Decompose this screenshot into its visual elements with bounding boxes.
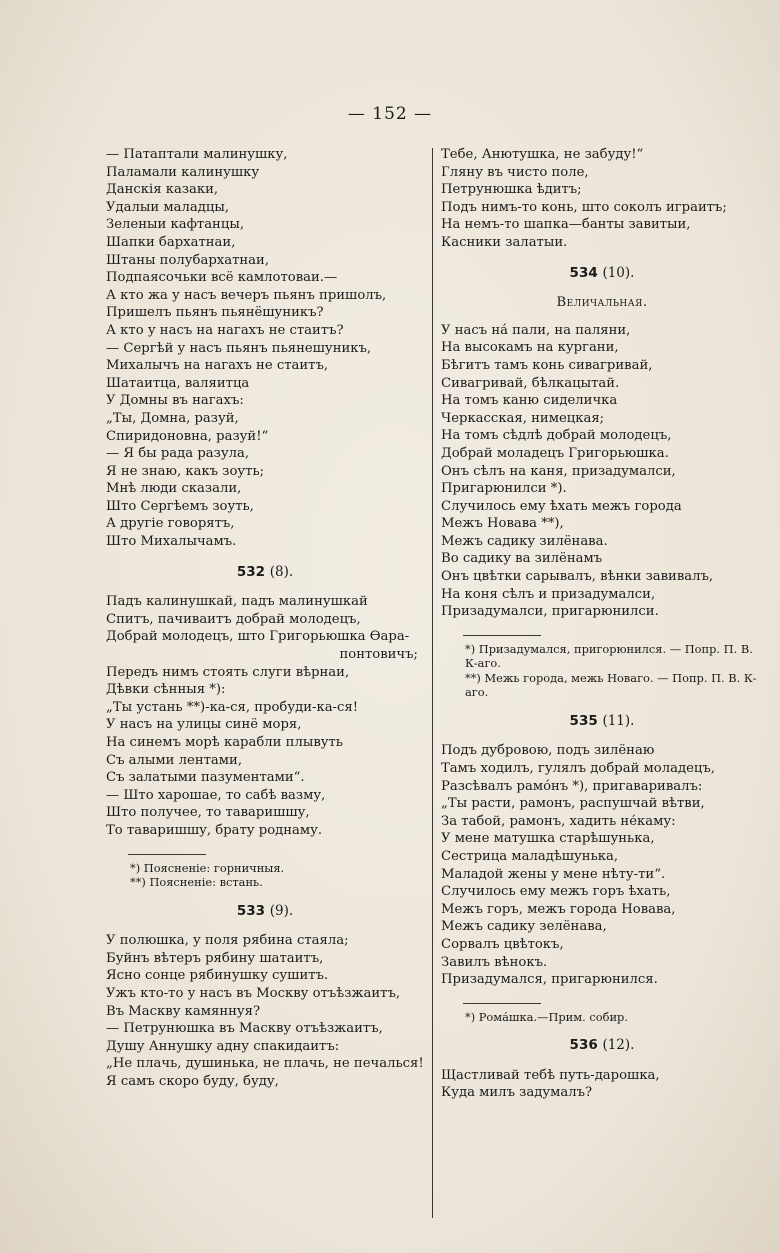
verse-line: Случилось ему ѣхать межъ города bbox=[441, 498, 682, 514]
song-heading-535 bbox=[441, 713, 763, 731]
verse-line: Мнѣ люди сказали, bbox=[106, 481, 242, 497]
verse-line: — Патаптали малинушку, bbox=[106, 147, 288, 162]
verse-line: Пригарюнилси *). bbox=[441, 481, 567, 497]
verse-line: Съ залатыми пазументами“. bbox=[106, 770, 305, 786]
verse-line: На коня сѣлъ и призадумалси, bbox=[441, 586, 656, 602]
verse-line: Черкасская, нимецкая; bbox=[441, 410, 605, 426]
song-heading-533 bbox=[106, 903, 424, 921]
verse-line: На немъ-то шапка—банты завитыи, bbox=[441, 217, 691, 233]
verse-line: Межъ садику зилёнава. bbox=[441, 533, 608, 549]
verse-line: Я не знаю, какъ зоуть; bbox=[106, 463, 265, 479]
song-heading-532 bbox=[106, 564, 424, 582]
verse-line: Што Михалычамъ. bbox=[106, 534, 237, 550]
verse-line: Сестрица маладѣшунька, bbox=[441, 849, 619, 864]
song-532 bbox=[106, 593, 424, 839]
verse-line: Въ Маскву камяннуя? bbox=[106, 1003, 261, 1019]
verse-line: Удалыи маладцы, bbox=[106, 199, 230, 215]
verse-line: Бѣгитъ тамъ конь сивагривай, bbox=[441, 357, 653, 373]
song-subnumber: (12). bbox=[602, 1037, 635, 1054]
verse-line: Шатаитца, валяитца bbox=[106, 375, 250, 391]
verse-line: Межъ садику зелёнава, bbox=[441, 919, 607, 935]
song-heading-536 bbox=[441, 1037, 763, 1055]
verse-line: Онъ сѣлъ на каня, призадумалси, bbox=[441, 463, 676, 479]
verse-line: Куда милъ задумалъ? bbox=[441, 1085, 593, 1101]
footnote-rule bbox=[463, 1003, 541, 1004]
song-number: 534 bbox=[569, 264, 598, 281]
verse-line: Штаны полубархатнаи, bbox=[106, 252, 270, 268]
song-heading-534 bbox=[441, 265, 763, 283]
verse-line: — Петрунюшка въ Маскву отъѣзжаитъ, bbox=[106, 1021, 383, 1037]
poem-top bbox=[106, 146, 424, 551]
footnote: *) Призадумался, пригорюнился. — Попр. П. В. К-аго. bbox=[465, 641, 753, 671]
verse-line: Сорвалъ цвѣтокъ, bbox=[441, 936, 564, 952]
verse-line: — Я бы рада разула, bbox=[106, 446, 250, 462]
verse-line: Подпаясочьки всё камлотоваи.— bbox=[106, 270, 338, 286]
song-536 bbox=[441, 1067, 763, 1102]
verse-line: Спитъ, пачиваитъ добрай молодецъ, bbox=[106, 611, 361, 627]
verse-line: Падъ калинушкай, падъ малинушкай bbox=[106, 594, 368, 610]
verse-line: Я самъ скоро буду, буду, bbox=[106, 1073, 279, 1089]
verse-line: Во садику ва зилёнамъ bbox=[441, 551, 603, 567]
column-divider bbox=[432, 148, 433, 1218]
verse-line: Пришелъ пьянъ пьянёшуникъ? bbox=[106, 305, 324, 321]
verse-line: — Што харошае, то сабѣ вазму, bbox=[106, 787, 326, 803]
footnote-rule bbox=[463, 635, 541, 636]
verse-line: Тамъ ходилъ, гулялъ добрай моладецъ, bbox=[441, 761, 715, 777]
verse-line: Подъ дубровою, подъ зилёнаю bbox=[441, 743, 655, 759]
verse-line: „Ты устань **)-ка-ся, пробуди-ка-ся! bbox=[106, 699, 359, 715]
verse-line: Паламали калинушку bbox=[106, 164, 260, 180]
verse-line: понтовичъ; bbox=[339, 647, 418, 663]
verse-line: „Не плачь, душинька, не плачь, не печалься! bbox=[106, 1056, 424, 1072]
verse-line: Ужъ кто-то у насъ въ Москву отъѣзжаитъ, bbox=[106, 985, 401, 1001]
verse-line: У насъ на улицы синё моря, bbox=[106, 717, 302, 733]
verse-line: У мене матушка старѣшунька, bbox=[441, 831, 655, 847]
verse-line: „Ты расти, рамонъ, распушчай вѣтви, bbox=[441, 796, 705, 812]
verse-line: У Домны въ нагахъ: bbox=[106, 393, 244, 409]
footnote-rule bbox=[128, 854, 206, 855]
verse-line: Случилось ему межъ горъ ѣхать, bbox=[441, 884, 671, 900]
verse-line: А другіе говорятъ, bbox=[106, 516, 235, 532]
verse-line: Михалычъ на нагахъ не стаитъ, bbox=[106, 358, 329, 374]
page-number: — 152 — bbox=[347, 104, 433, 124]
song-subnumber: (8). bbox=[269, 563, 294, 580]
verse-line: Касники залатыи. bbox=[441, 234, 568, 250]
footnote: **) Поясненіе: встань. bbox=[130, 875, 263, 890]
verse-line: Дѣвки сѣнныя *): bbox=[106, 682, 226, 698]
song-535 bbox=[441, 742, 763, 988]
song-subnumber: (9). bbox=[269, 902, 294, 919]
verse-line: Данскія казаки, bbox=[106, 182, 219, 198]
verse-line: Щастливай тебѣ путь-дарошка, bbox=[441, 1067, 660, 1083]
verse-line: Завилъ вѣнокъ. bbox=[441, 954, 548, 970]
verse-line: Съ алыми лентами, bbox=[106, 752, 243, 768]
verse-line: На томъ сѣдлѣ добрай молодецъ, bbox=[441, 428, 672, 444]
verse-line: Подъ нимъ-то конь, што соколъ играитъ; bbox=[441, 199, 727, 215]
song-number: 533 bbox=[236, 902, 266, 919]
verse-line: Тебе, Анютушка, не забуду!“ bbox=[441, 147, 644, 162]
song-subtitle: Величальная. bbox=[556, 295, 648, 311]
verse-line: Гляну въ чисто поле, bbox=[441, 164, 589, 180]
verse-line: — Сергѣй у насъ пьянъ пьянешуникъ, bbox=[106, 340, 372, 356]
verse-line: Межъ Новава **), bbox=[441, 516, 564, 532]
song-number: 532 bbox=[236, 563, 266, 580]
verse-line: Передъ нимъ стоять слуги вѣрнаи, bbox=[106, 664, 350, 680]
song-534 bbox=[441, 322, 763, 621]
verse-line: То таваришшу, брату роднаму. bbox=[106, 822, 323, 838]
verse-line: Ясно сонце рябинушку сушитъ. bbox=[106, 968, 329, 984]
verse-line: Зеленыи кафтанцы, bbox=[106, 217, 245, 233]
verse-line: Што Сергѣемъ зоуть, bbox=[106, 498, 254, 514]
left-column bbox=[106, 146, 424, 1091]
verse-line: А кто у насъ на нагахъ не стаитъ? bbox=[106, 322, 344, 338]
verse-line: На высокамъ на кургани, bbox=[441, 340, 619, 356]
verse-line: За табой, рамонъ, хадить не́каму: bbox=[441, 813, 676, 829]
verse-line: Разсѣвалъ рамо́нъ *), пригаваривалъ: bbox=[441, 778, 703, 794]
verse-line: Душу Аннушку адну спакидаитъ: bbox=[106, 1038, 340, 1054]
verse-line: Спиридоновна, разуй!“ bbox=[106, 428, 269, 444]
verse-line: Призадумался, пригарюнился. bbox=[441, 972, 658, 988]
song-number: 535 bbox=[569, 712, 598, 729]
right-column bbox=[441, 146, 763, 1102]
verse-line: На синемъ морѣ карабли плывуть bbox=[106, 735, 343, 750]
song-number: 536 bbox=[569, 1037, 598, 1054]
verse-line: На томъ каню сиделичка bbox=[441, 393, 618, 409]
song-subnumber: (10). bbox=[602, 264, 635, 281]
footnote: *) Рома́шка.—Прим. собир. bbox=[465, 1009, 628, 1024]
verse-line: У полюшка, у поля рябина стаяла; bbox=[106, 933, 349, 949]
verse-line: Петрунюшка ѣдитъ; bbox=[441, 182, 582, 198]
verse-line: „Ты, Домна, разуй, bbox=[106, 410, 239, 426]
verse-line: Добрай молодецъ, што Григорьюшка Өара- bbox=[106, 629, 410, 645]
verse-line: Онъ цвѣтки сарывалъ, вѣнки завивалъ, bbox=[441, 569, 714, 585]
footnote: *) Поясненіе: горничныя. bbox=[130, 860, 285, 875]
verse-line: Призадумалси, пригарюнилси. bbox=[441, 604, 659, 620]
verse-line: Добрай моладецъ Григорьюшка. bbox=[441, 445, 669, 461]
verse-line: Шапки бархатнаи, bbox=[106, 234, 236, 250]
song-533 bbox=[106, 932, 424, 1090]
verse-line: Буйнъ вѣтеръ рябину шатаитъ, bbox=[106, 950, 324, 966]
verse-line: Што получее, то таваришшу, bbox=[106, 805, 310, 821]
verse-line: У насъ на́ пали, на паляни, bbox=[441, 322, 631, 338]
song-533-continued bbox=[441, 146, 763, 252]
song-subnumber: (11). bbox=[602, 712, 635, 729]
verse-line: А кто жа у насъ вечеръ пьянъ пришолъ, bbox=[106, 287, 387, 303]
footnote: **) Межь города, межь Новаго. — Попр. П. В. К-аго. bbox=[465, 670, 757, 700]
verse-line: Межъ горъ, межъ города Новава, bbox=[441, 901, 676, 917]
verse-line: Маладой жены у мене нѣту-ти“. bbox=[441, 866, 666, 882]
verse-line: Сивагривай, бѣлкацытай. bbox=[441, 375, 620, 391]
